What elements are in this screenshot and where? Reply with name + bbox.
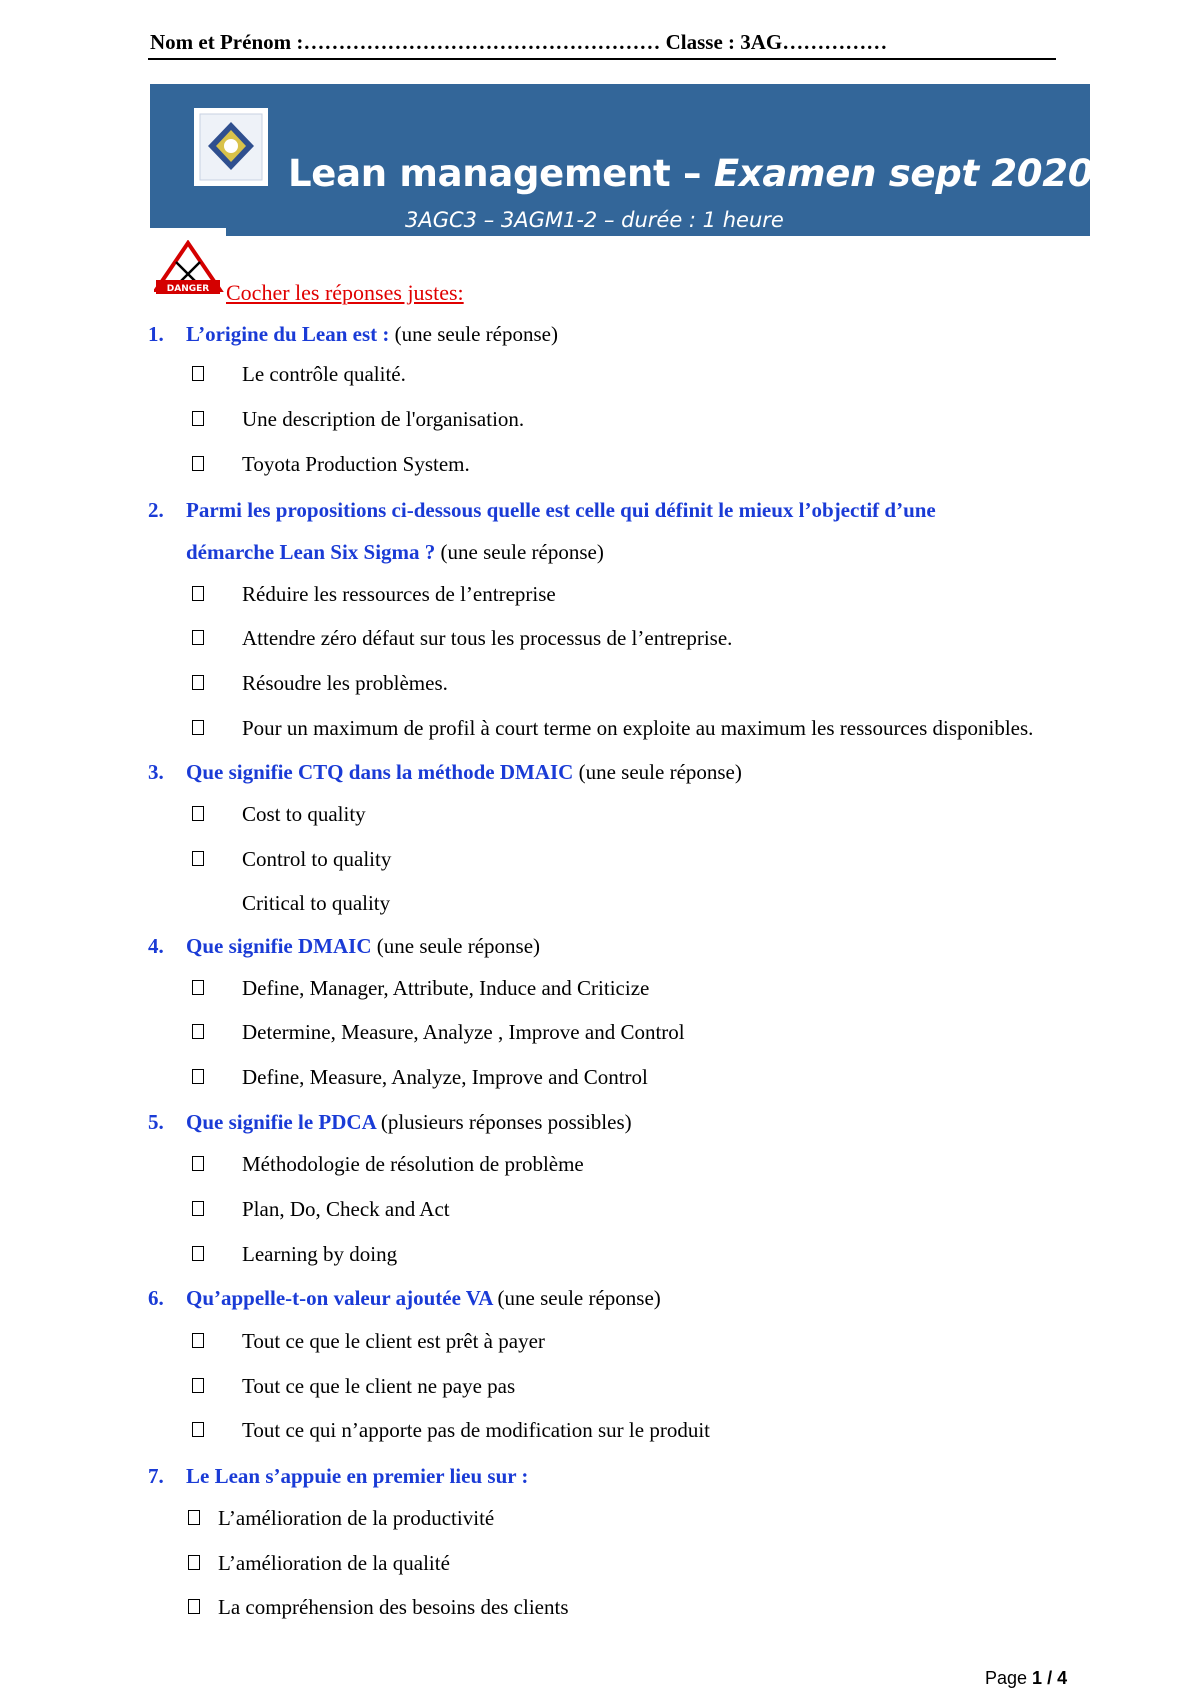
question-number: 3.	[148, 760, 164, 784]
question-text: Qu’appelle-t-on valeur ajoutée VA	[186, 1286, 498, 1310]
question-3	[148, 760, 742, 785]
question-text: Le Lean s’appuie en premier lieu sur :	[186, 1464, 529, 1488]
checkbox[interactable]	[192, 1422, 204, 1437]
checkbox[interactable]	[192, 366, 204, 381]
question-1	[148, 322, 558, 347]
exam-title-main: Lean management –	[288, 152, 714, 195]
student-info-line: Nom et Prénom :…………………………………………… Classe : 3AG……………	[150, 30, 888, 54]
separator-line	[148, 58, 1056, 60]
exam-title	[288, 152, 1093, 195]
checkbox[interactable]	[192, 630, 204, 645]
question-number: 2.	[148, 498, 164, 522]
option-text: Réduire les ressources de l’entreprise	[242, 582, 556, 606]
option-text: Une description de l'organisation.	[242, 407, 525, 431]
question-text: L’origine du Lean est :	[186, 322, 395, 346]
checkbox[interactable]	[192, 675, 204, 690]
option-text: Learning by doing	[242, 1242, 398, 1266]
option-text: Résoudre les problèmes.	[242, 671, 448, 695]
question-2-continued	[186, 540, 604, 565]
question-text: Parmi les propositions ci-dessous quelle est celle qui définit le mieux l’objectif d’une	[186, 498, 936, 522]
question-4	[148, 934, 540, 959]
page-number	[985, 1668, 1067, 1689]
question-text-continued: démarche Lean Six Sigma ?	[186, 540, 441, 564]
option-text: Tout ce qui n’apporte pas de modification sur le produit	[242, 1418, 710, 1442]
option-text: Toyota Production System.	[242, 452, 470, 476]
exam-title-italic: Examen sept 2020	[713, 152, 1094, 195]
option-text: Tout ce que le client ne paye pas	[242, 1374, 516, 1398]
checkbox[interactable]	[192, 1378, 204, 1393]
question-number: 4.	[148, 934, 164, 958]
option-text: Méthodologie de résolution de problème	[242, 1152, 584, 1176]
checkbox[interactable]	[192, 456, 204, 471]
instruction-text: Cocher les réponses justes:	[226, 280, 464, 305]
question-number: 6.	[148, 1286, 164, 1310]
question-text: Que signifie CTQ dans la méthode DMAIC	[186, 760, 579, 784]
question-text: Que signifie le PDCA	[186, 1110, 381, 1134]
question-note: (une seule réponse)	[376, 934, 541, 958]
option-text: Determine, Measure, Analyze , Improve and Control	[242, 1020, 685, 1044]
option-text: Critical to quality	[242, 891, 391, 915]
question-2	[148, 498, 936, 523]
checkbox[interactable]	[188, 1599, 200, 1614]
checkbox[interactable]	[188, 1555, 200, 1570]
option-text: Cost to quality	[242, 802, 366, 826]
banner-notch	[150, 228, 226, 238]
question-number: 7.	[148, 1464, 164, 1488]
option-text: L’amélioration de la qualité	[218, 1551, 450, 1575]
option-text: Attendre zéro défaut sur tous les processus de l’entreprise.	[242, 626, 733, 650]
question-note: (plusieurs réponses possibles)	[380, 1110, 632, 1134]
checkbox[interactable]	[192, 720, 204, 735]
option-text: Pour un maximum de profil à court terme on exploite au maximum les ressources disponibles.	[242, 716, 1034, 740]
checkbox[interactable]	[192, 1069, 204, 1084]
page-label: Page	[985, 1668, 1033, 1688]
option-text: Tout ce que le client est prêt à payer	[242, 1329, 545, 1353]
question-7	[148, 1464, 528, 1489]
question-note: (une seule réponse)	[440, 540, 604, 564]
option-text: Define, Measure, Analyze, Improve and Control	[242, 1065, 648, 1089]
question-text: Que signifie DMAIC	[186, 934, 377, 958]
checkbox[interactable]	[192, 1201, 204, 1216]
school-logo	[194, 108, 268, 186]
checkbox[interactable]	[192, 1333, 204, 1348]
question-note: (une seule réponse)	[394, 322, 558, 346]
checkbox[interactable]	[192, 1156, 204, 1171]
option-text: Plan, Do, Check and Act	[242, 1197, 450, 1221]
option-text: Le contrôle qualité.	[242, 362, 406, 386]
option-text: L’amélioration de la productivité	[218, 1506, 495, 1530]
question-note: (une seule réponse)	[578, 760, 742, 784]
checkbox[interactable]	[192, 1024, 204, 1039]
question-number: 5.	[148, 1110, 164, 1134]
danger-sign-icon	[154, 240, 226, 298]
option-text: Define, Manager, Attribute, Induce and Criticize	[242, 976, 650, 1000]
page-separator: /	[1042, 1668, 1058, 1688]
exam-subtitle: 3AGC3 – 3AGM1-2 – durée : 1 heure	[405, 208, 784, 232]
checkbox[interactable]	[192, 1246, 204, 1261]
question-note: (une seule réponse)	[497, 1286, 661, 1310]
option-text: La compréhension des besoins des clients	[218, 1595, 569, 1619]
checkbox[interactable]	[188, 1510, 200, 1525]
question-number: 1.	[148, 322, 164, 346]
question-5	[148, 1110, 632, 1135]
page-current: 1	[1032, 1668, 1043, 1688]
option-text: Control to quality	[242, 847, 392, 871]
danger-sign-label: DANGER	[166, 284, 210, 294]
page-total: 4	[1057, 1668, 1068, 1688]
checkbox[interactable]	[192, 851, 204, 866]
checkbox[interactable]	[192, 806, 204, 821]
checkbox[interactable]	[192, 980, 204, 995]
checkbox[interactable]	[192, 586, 204, 601]
checkbox[interactable]	[192, 411, 204, 426]
question-6	[148, 1286, 661, 1311]
